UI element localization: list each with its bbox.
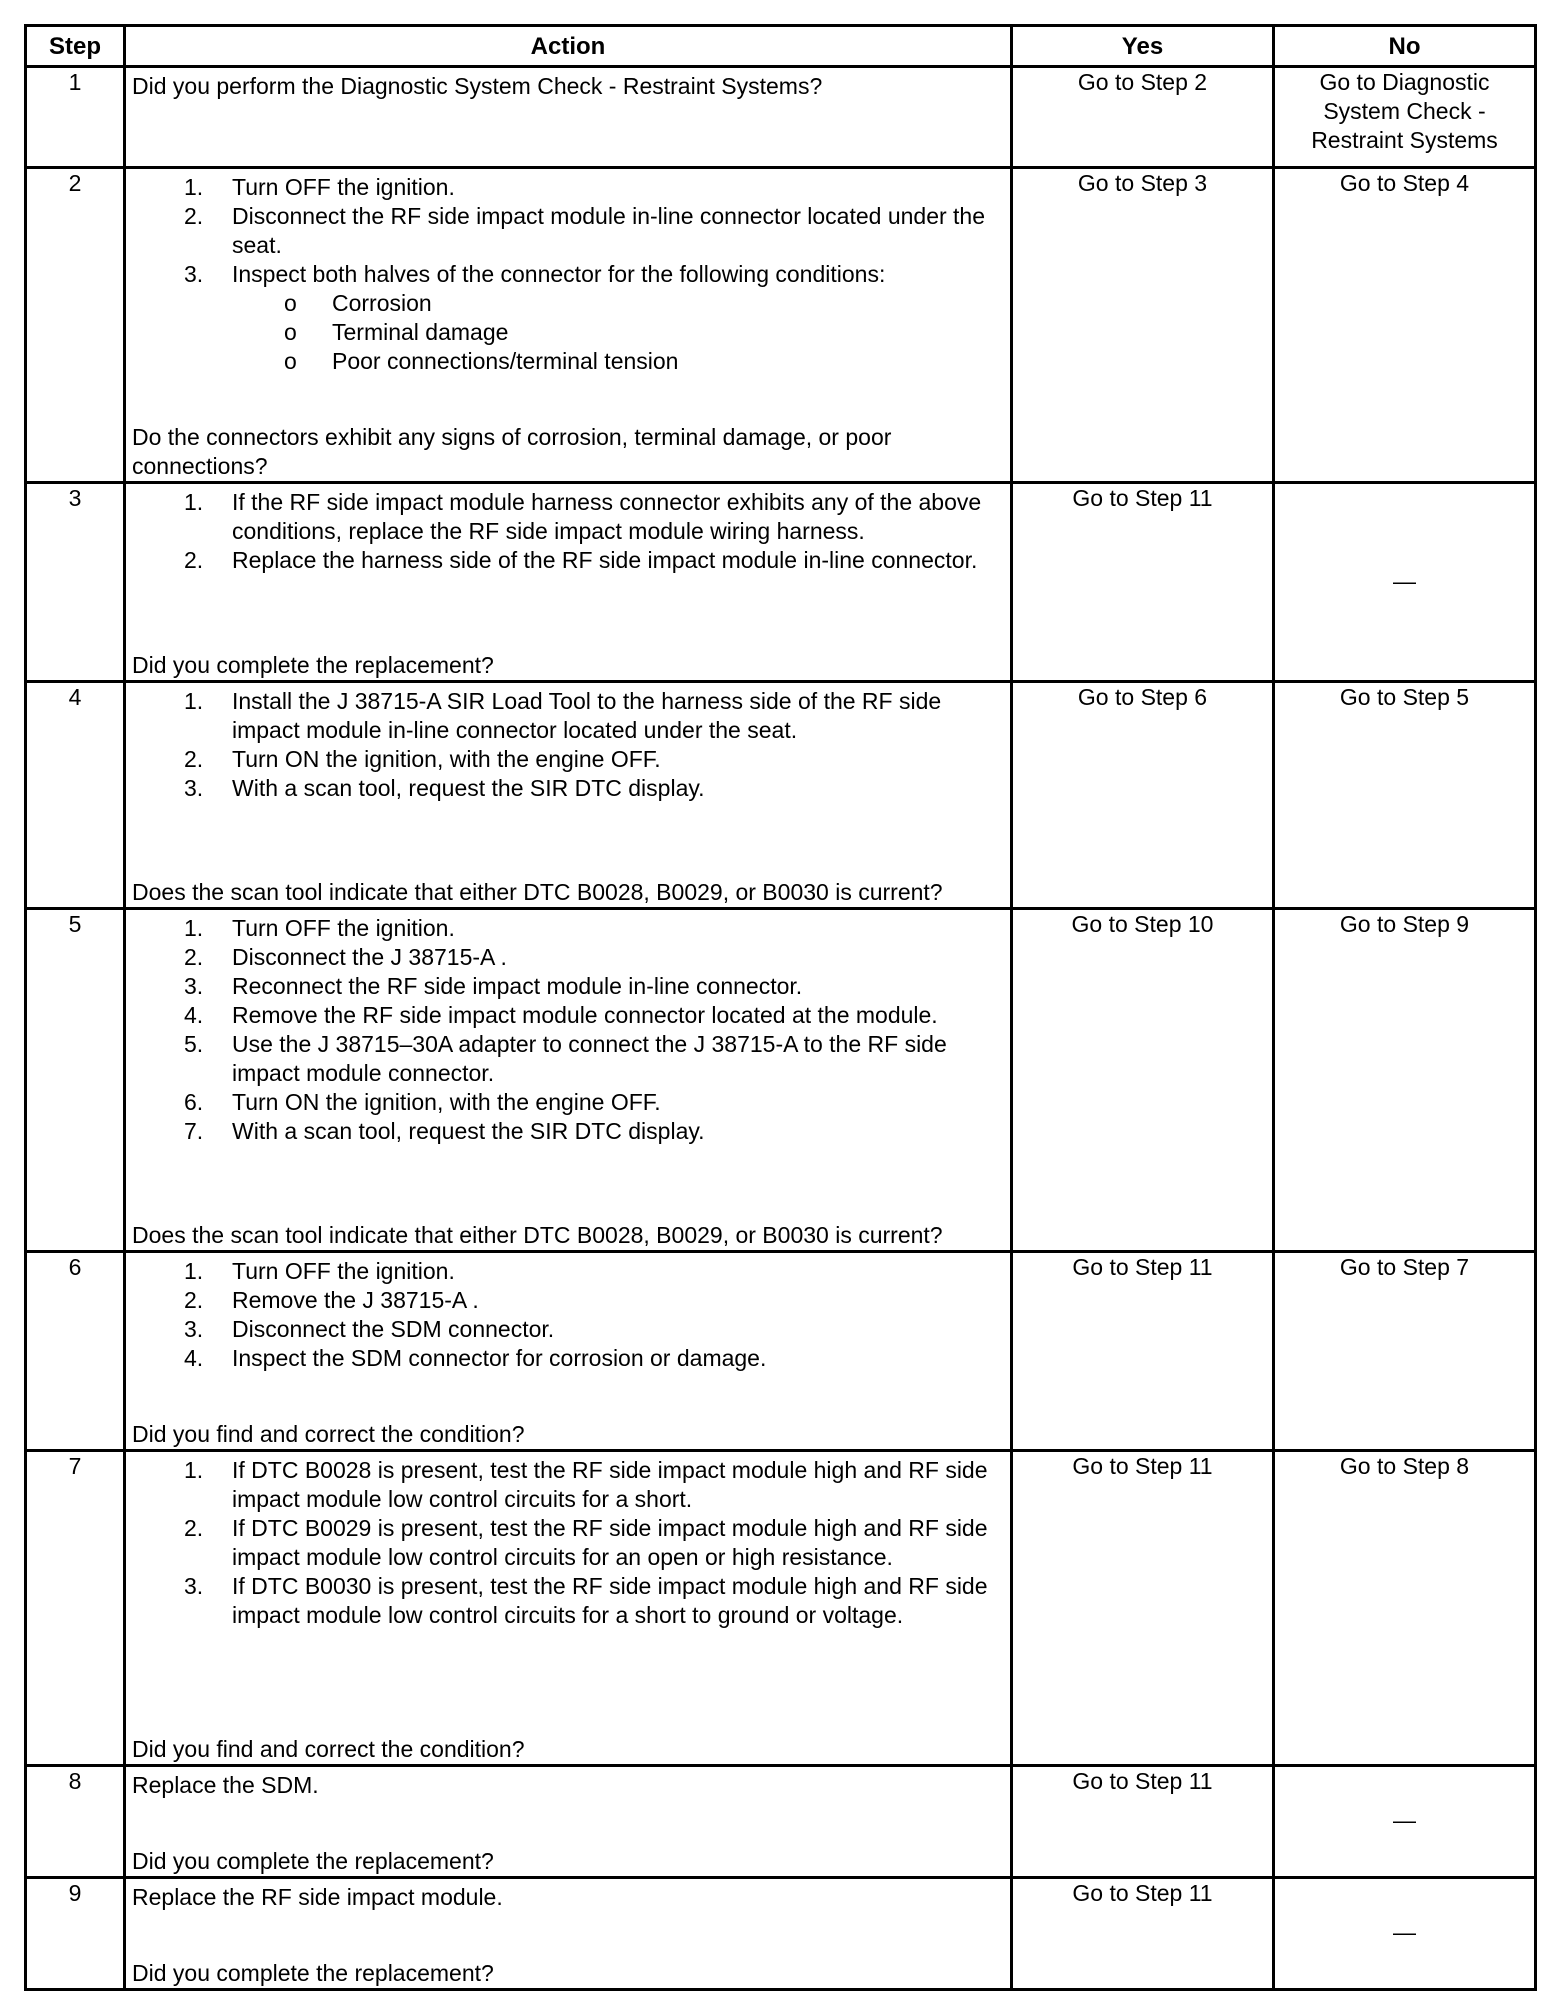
action-step-text: If DTC B0029 is present, test the RF side impact module high and RF side impact module low control circuits for an open or high resistance. bbox=[232, 1515, 988, 1570]
no-cell bbox=[1274, 168, 1536, 483]
action-step bbox=[184, 1030, 1004, 1088]
action-content bbox=[126, 1879, 1010, 1988]
action-step bbox=[184, 1315, 1004, 1344]
action-content bbox=[126, 683, 1010, 907]
action-step bbox=[184, 488, 1004, 546]
action-content bbox=[126, 169, 1010, 481]
action-intro: Did you perform the Diagnostic System Check - Restraint Systems? bbox=[132, 73, 823, 99]
yes-result: Go to Step 10 bbox=[1071, 911, 1214, 937]
action-step-text: Inspect the SDM connector for corrosion or damage. bbox=[232, 1345, 767, 1371]
yes-cell bbox=[1012, 909, 1274, 1252]
action-step-text: Use the J 38715–30A adapter to connect the J 38715-A to the RF side impact module connector. bbox=[232, 1031, 947, 1086]
no-cell bbox=[1274, 67, 1536, 168]
action-step bbox=[184, 914, 1004, 943]
action-intro: Replace the SDM. bbox=[132, 1772, 319, 1798]
action-steps-list bbox=[132, 1456, 1004, 1630]
action-body bbox=[132, 173, 1004, 376]
action-step-text: Turn ON the ignition, with the engine OFF. bbox=[232, 1089, 661, 1115]
step-number: 4 bbox=[26, 682, 125, 909]
action-step-text: Reconnect the RF side impact module in-line connector. bbox=[232, 973, 803, 999]
header-step: Step bbox=[26, 26, 125, 67]
condition-list bbox=[232, 289, 1004, 376]
yes-cell bbox=[1012, 1252, 1274, 1451]
step-number: 8 bbox=[26, 1766, 125, 1878]
action-step-text: Turn OFF the ignition. bbox=[232, 915, 455, 941]
action-step bbox=[184, 1344, 1004, 1373]
table-row bbox=[26, 168, 1536, 483]
action-step-text: If DTC B0030 is present, test the RF side impact module high and RF side impact module low control circuits for a short to ground or voltage. bbox=[232, 1573, 988, 1628]
table-row bbox=[26, 1451, 1536, 1766]
action-step bbox=[184, 745, 1004, 774]
table-row bbox=[26, 1878, 1536, 1990]
action-content bbox=[126, 910, 1010, 1250]
action-step bbox=[184, 1117, 1004, 1146]
yes-result: Go to Step 11 bbox=[1072, 1768, 1213, 1794]
no-cell bbox=[1274, 1451, 1536, 1766]
no-result: Go to Step 7 bbox=[1339, 1254, 1470, 1280]
action-question: Do the connectors exhibit any signs of corrosion, terminal damage, or poor connections? bbox=[132, 424, 892, 479]
action-step-text: Install the J 38715-A SIR Load Tool to the harness side of the RF side impact module in-line connector located under the seat. bbox=[232, 688, 942, 743]
no-result: Go to Step 4 bbox=[1339, 170, 1470, 196]
table-row bbox=[26, 682, 1536, 909]
action-step-text: If DTC B0028 is present, test the RF side impact module high and RF side impact module low control circuits for a short. bbox=[232, 1457, 988, 1512]
action-step-text: Disconnect the RF side impact module in-line connector located under the seat. bbox=[232, 203, 986, 258]
action-steps-list bbox=[132, 914, 1004, 1146]
step-number: 2 bbox=[26, 168, 125, 483]
action-step bbox=[184, 1572, 1004, 1630]
no-result: Go to Diagnostic System Check - Restraint Systems bbox=[1311, 69, 1498, 153]
action-steps-list bbox=[132, 488, 1004, 575]
step-number: 9 bbox=[26, 1878, 125, 1990]
table-row bbox=[26, 1766, 1536, 1878]
action-step bbox=[184, 1257, 1004, 1286]
action-body bbox=[132, 72, 1004, 101]
action-step-text: If the RF side impact module harness connector exhibits any of the above conditions, replace the RF side impact module wiring harness. bbox=[232, 489, 982, 544]
action-cell bbox=[125, 909, 1012, 1252]
action-cell bbox=[125, 1878, 1012, 1990]
yes-result: Go to Step 11 bbox=[1072, 1880, 1213, 1906]
action-steps-list bbox=[132, 1257, 1004, 1373]
yes-result: Go to Step 11 bbox=[1072, 1254, 1213, 1280]
action-cell bbox=[125, 168, 1012, 483]
action-body bbox=[132, 1456, 1004, 1630]
action-content bbox=[126, 484, 1010, 680]
action-cell bbox=[125, 682, 1012, 909]
action-step-text: With a scan tool, request the SIR DTC display. bbox=[232, 1118, 705, 1144]
action-step bbox=[184, 687, 1004, 745]
action-step bbox=[184, 1514, 1004, 1572]
action-steps-list bbox=[132, 173, 1004, 376]
action-step-text: Remove the RF side impact module connector located at the module. bbox=[232, 1002, 938, 1028]
action-body bbox=[132, 914, 1004, 1146]
header-no: No bbox=[1274, 26, 1536, 67]
action-intro: Replace the RF side impact module. bbox=[132, 1884, 503, 1910]
action-question: Did you complete the replacement? bbox=[132, 1960, 494, 1986]
action-step bbox=[184, 1088, 1004, 1117]
action-step-text: Turn OFF the ignition. bbox=[232, 1258, 455, 1284]
action-step bbox=[184, 943, 1004, 972]
action-question: Did you find and correct the condition? bbox=[132, 1421, 525, 1447]
action-step bbox=[184, 1001, 1004, 1030]
table-row bbox=[26, 483, 1536, 682]
no-result: — bbox=[1393, 567, 1416, 594]
no-result: — bbox=[1393, 1919, 1416, 1945]
yes-cell bbox=[1012, 67, 1274, 168]
action-content bbox=[126, 1767, 1010, 1876]
action-step bbox=[184, 260, 1004, 376]
action-step bbox=[184, 1456, 1004, 1514]
yes-result: Go to Step 6 bbox=[1077, 684, 1208, 710]
action-body bbox=[132, 687, 1004, 803]
action-content bbox=[126, 1452, 1010, 1764]
condition-item: o Corrosion bbox=[284, 289, 1004, 318]
yes-cell bbox=[1012, 1766, 1274, 1878]
action-body bbox=[132, 488, 1004, 575]
action-cell bbox=[125, 1252, 1012, 1451]
action-step bbox=[184, 972, 1004, 1001]
diagnostic-table bbox=[24, 24, 1537, 1991]
action-steps-list bbox=[132, 687, 1004, 803]
no-cell bbox=[1274, 483, 1536, 682]
no-cell bbox=[1274, 909, 1536, 1252]
step-number: 3 bbox=[26, 483, 125, 682]
action-step-text: Disconnect the J 38715-A . bbox=[232, 944, 507, 970]
no-result: — bbox=[1393, 1807, 1416, 1833]
condition-item: o Terminal damage bbox=[284, 318, 1004, 347]
action-step-text: Inspect both halves of the connector for the following conditions: bbox=[232, 261, 886, 287]
no-cell bbox=[1274, 682, 1536, 909]
action-cell bbox=[125, 483, 1012, 682]
yes-result: Go to Step 3 bbox=[1077, 170, 1208, 196]
action-body bbox=[132, 1771, 1004, 1800]
action-step-text: With a scan tool, request the SIR DTC display. bbox=[232, 775, 705, 801]
action-step-text: Turn OFF the ignition. bbox=[232, 174, 455, 200]
yes-result: Go to Step 11 bbox=[1072, 1453, 1213, 1479]
action-step bbox=[184, 546, 1004, 575]
action-step-text: Remove the J 38715-A . bbox=[232, 1287, 479, 1313]
header-row bbox=[26, 26, 1536, 67]
action-body bbox=[132, 1257, 1004, 1373]
action-question: Does the scan tool indicate that either DTC B0028, B0029, or B0030 is current? bbox=[132, 1222, 943, 1248]
table-row bbox=[26, 1252, 1536, 1451]
no-cell bbox=[1274, 1878, 1536, 1990]
action-step-text: Disconnect the SDM connector. bbox=[232, 1316, 555, 1342]
action-question: Does the scan tool indicate that either DTC B0028, B0029, or B0030 is current? bbox=[132, 879, 943, 905]
step-number: 1 bbox=[26, 67, 125, 168]
yes-result: Go to Step 11 bbox=[1072, 485, 1213, 511]
action-step-text: Turn ON the ignition, with the engine OFF. bbox=[232, 746, 661, 772]
action-step bbox=[184, 1286, 1004, 1315]
header-yes: Yes bbox=[1012, 26, 1274, 67]
table-row bbox=[26, 909, 1536, 1252]
table-row bbox=[26, 67, 1536, 168]
yes-cell bbox=[1012, 168, 1274, 483]
yes-result: Go to Step 2 bbox=[1077, 69, 1208, 95]
action-cell bbox=[125, 67, 1012, 168]
action-question: Did you find and correct the condition? bbox=[132, 1736, 525, 1762]
action-content bbox=[126, 68, 1010, 166]
action-step bbox=[184, 774, 1004, 803]
no-result: Go to Step 8 bbox=[1339, 1453, 1470, 1479]
action-step-text: Replace the harness side of the RF side impact module in-line connector. bbox=[232, 547, 978, 573]
step-number: 6 bbox=[26, 1252, 125, 1451]
header-action: Action bbox=[125, 26, 1012, 67]
yes-cell bbox=[1012, 1451, 1274, 1766]
no-result: Go to Step 9 bbox=[1339, 911, 1470, 937]
condition-item: o Poor connections/terminal tension bbox=[284, 347, 1004, 376]
action-question: Did you complete the replacement? bbox=[132, 1848, 494, 1874]
action-body bbox=[132, 1883, 1004, 1912]
action-cell bbox=[125, 1766, 1012, 1878]
yes-cell bbox=[1012, 483, 1274, 682]
action-content bbox=[126, 1253, 1010, 1449]
action-question: Did you complete the replacement? bbox=[132, 652, 494, 678]
action-step bbox=[184, 173, 1004, 202]
yes-cell bbox=[1012, 682, 1274, 909]
yes-cell bbox=[1012, 1878, 1274, 1990]
step-number: 5 bbox=[26, 909, 125, 1252]
action-cell bbox=[125, 1451, 1012, 1766]
no-result: Go to Step 5 bbox=[1339, 684, 1470, 710]
no-cell bbox=[1274, 1252, 1536, 1451]
step-number: 7 bbox=[26, 1451, 125, 1766]
no-cell bbox=[1274, 1766, 1536, 1878]
action-step bbox=[184, 202, 1004, 260]
